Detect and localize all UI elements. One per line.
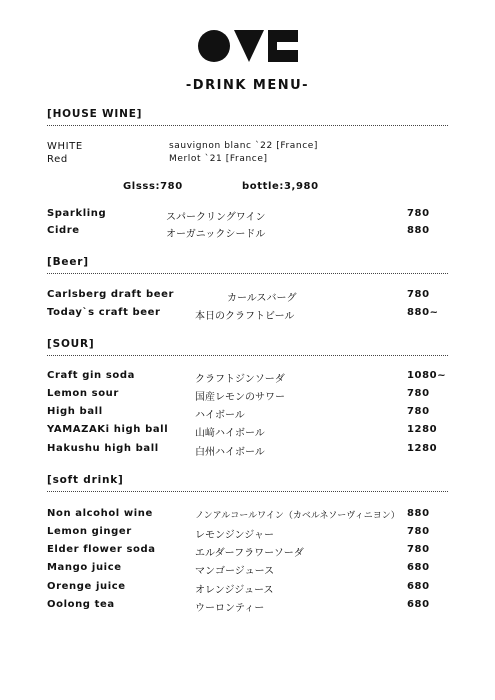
item-price: 1280 — [407, 443, 438, 454]
item-name: Lemon sour — [47, 388, 119, 399]
item-name: Cidre — [47, 225, 80, 236]
menu-item — [47, 443, 447, 457]
item-name: Oolong tea — [47, 599, 115, 610]
item-japanese-name: スパークリングワイン — [166, 212, 266, 223]
menu-item — [47, 424, 447, 438]
item-japanese-name: 山﨑ハイボール — [195, 428, 265, 439]
section-soft-drink-heading: [soft drink] — [47, 474, 124, 486]
item-price: 1080~ — [407, 370, 447, 381]
menu-item — [47, 370, 447, 384]
divider — [47, 273, 448, 274]
item-japanese-name: カールスバーグ — [227, 293, 297, 304]
item-name: Elder flower soda — [47, 544, 156, 555]
item-japanese-name: ハイボール — [195, 410, 245, 421]
menu-item — [47, 508, 447, 522]
menu-item — [47, 208, 447, 222]
item-japanese-name: エルダーフラワーソーダ — [195, 548, 304, 559]
item-price: 780 — [407, 388, 430, 399]
glass-price: Glsss:780 — [123, 181, 183, 192]
item-price: 880 — [407, 225, 430, 236]
wine-white-detail: sauvignon blanc `22 [France] — [169, 141, 319, 151]
item-name: High ball — [47, 406, 103, 417]
menu-item — [47, 599, 447, 613]
item-japanese-name: クラフトジンソーダ — [195, 374, 285, 385]
item-price: 880 — [407, 508, 430, 519]
item-japanese-name: ノンアルコールワイン（カベルネソーヴィニヨン） — [195, 511, 400, 521]
item-japanese-name: マンゴージュース — [195, 566, 275, 577]
item-price: 780 — [407, 406, 430, 417]
item-price: 680 — [407, 581, 430, 592]
bottle-price: bottle:3,980 — [242, 181, 319, 192]
wine-red-label: Red — [47, 154, 68, 165]
item-name: Mango juice — [47, 562, 122, 573]
menu-item — [47, 562, 447, 576]
menu-item — [47, 544, 447, 558]
item-price: 780 — [407, 208, 430, 219]
item-price: 1280 — [407, 424, 438, 435]
item-name: Lemon ginger — [47, 526, 132, 537]
menu-item — [47, 307, 447, 321]
section-beer-heading: [Beer] — [47, 256, 89, 268]
item-name: Today`s craft beer — [47, 307, 161, 318]
item-japanese-name: 国産レモンのサワー — [195, 392, 285, 403]
item-price: 780 — [407, 526, 430, 537]
item-price: 680 — [407, 562, 430, 573]
item-name: Craft gin soda — [47, 370, 135, 381]
wine-white-label: WHITE — [47, 141, 83, 152]
menu-item — [47, 289, 447, 303]
item-japanese-name: オーガニックシードル — [166, 229, 266, 240]
item-japanese-name: 本日のクラフトビール — [195, 311, 295, 322]
section-sour-heading: [SOUR] — [47, 338, 95, 350]
item-japanese-name: 白州ハイボール — [195, 447, 265, 458]
ove-logo — [198, 30, 298, 62]
item-name: Carlsberg draft beer — [47, 289, 175, 300]
item-japanese-name: ウーロンティー — [195, 603, 265, 614]
item-japanese-name: オレンジジュース — [195, 585, 274, 596]
item-name: Non alcohol wine — [47, 508, 153, 519]
divider — [47, 125, 448, 126]
item-name: YAMAZAKi high ball — [47, 424, 169, 435]
divider — [47, 355, 448, 356]
item-price: 780 — [407, 544, 430, 555]
menu-item — [47, 388, 447, 402]
menu-title: -DRINK MENU- — [185, 78, 310, 93]
item-japanese-name: レモンジンジャー — [195, 530, 275, 541]
divider — [47, 491, 448, 492]
wine-red-detail: Merlot `21 [France] — [169, 154, 268, 164]
menu-item — [47, 581, 447, 595]
item-name: Hakushu high ball — [47, 443, 159, 454]
item-price: 680 — [407, 599, 430, 610]
menu-item — [47, 526, 447, 540]
menu-item — [47, 225, 447, 239]
item-name: Orenge juice — [47, 581, 126, 592]
item-price: 780 — [407, 289, 430, 300]
section-house-wine-heading: [HOUSE WINE] — [47, 108, 143, 120]
menu-item — [47, 406, 447, 420]
item-price: 880~ — [407, 307, 439, 318]
item-name: Sparkling — [47, 208, 107, 219]
